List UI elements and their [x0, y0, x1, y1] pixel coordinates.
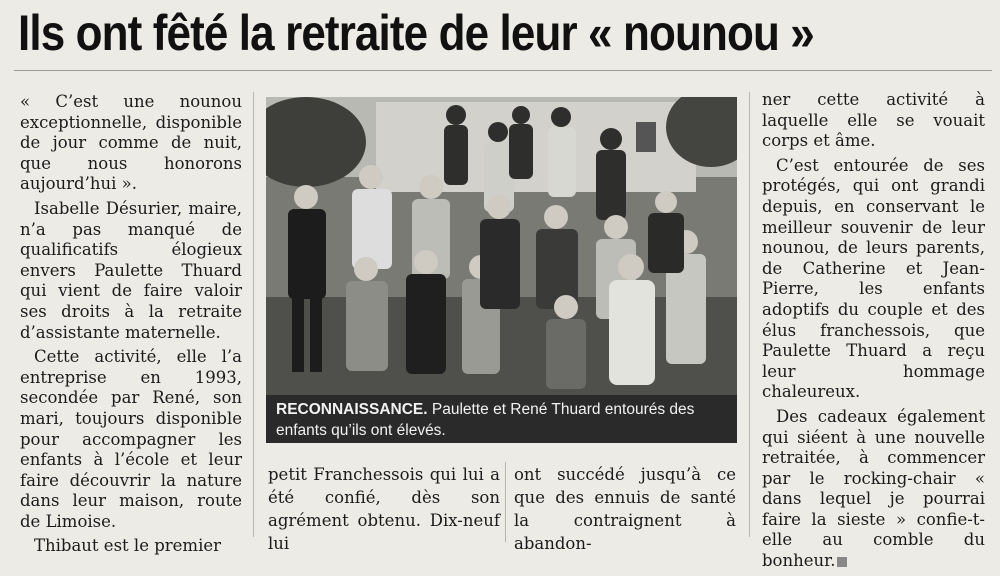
paragraph-continuation: ner cette activité à laquelle elle se vouait corps et âme. — [762, 90, 985, 151]
paragraph-gifts — [762, 407, 985, 572]
column-2-text: petit Franchessois qui lui a été confié, dès son agrément obtenu. Dix-neuf lui — [268, 465, 500, 553]
column-4 — [762, 90, 985, 576]
headline-rule — [14, 70, 992, 71]
column-3-text: ont succédé jusqu’à ce que des ennuis de santé la contraignent à abandon- — [514, 465, 736, 553]
column-1 — [20, 92, 242, 561]
caption-label: RECONNAISSANCE. — [276, 401, 428, 418]
paragraph-mayor: Isabelle Désurier, maire, n’a pas manqué de qualificatifs élogieux envers Paulette Thuard qui vient de faire valoir ses droits à la retraite d’assistante maternelle. — [20, 198, 242, 342]
group-photo — [266, 97, 737, 395]
end-of-article-icon — [837, 557, 847, 567]
paragraph-activity: Cette activité, elle l’a entreprise en 1993, secondée par René, son mari, toujours disponible pour accompagner les enfants à l’école et leur faire découvrir la nature dans leur maison, route de Limoise. — [20, 347, 242, 531]
column-divider — [749, 92, 750, 537]
caption-text: Paulette et René Thuard entourés des enfants qu’ils ont élevés. — [276, 401, 695, 439]
headline: Ils ont fêté la retraite de leur « nounou » — [18, 5, 814, 61]
photo-caption — [266, 395, 737, 443]
paragraph-surrounded: C’est entourée de ses protégés, qui ont grandi depuis, en conservant le meilleur souvenir de leur nounou, de leurs parents, de Catherine et Jean-Pierre, les enfants adoptifs du couple et des élus franchessois, que Paulette Thuard a reçu leur hommage chaleureux. — [762, 155, 985, 402]
column-divider — [253, 92, 254, 537]
group-photo-image — [266, 97, 737, 395]
paragraph-gifts-text: Des cadeaux également qui siéent à une nouvelle retraitée, à commencer par le rocking-chair « dans lequel je pourrai faire la sieste » confie-t-elle au comble du bonheur. — [762, 406, 985, 571]
paragraph-quote: « C’est une nounou exceptionnelle, disponible de jour comme de nuit, que nous honorons aujourd’hui ». — [20, 92, 242, 194]
paragraph-thibaut: Thibaut est le premier — [34, 536, 221, 556]
column-divider — [505, 462, 506, 542]
